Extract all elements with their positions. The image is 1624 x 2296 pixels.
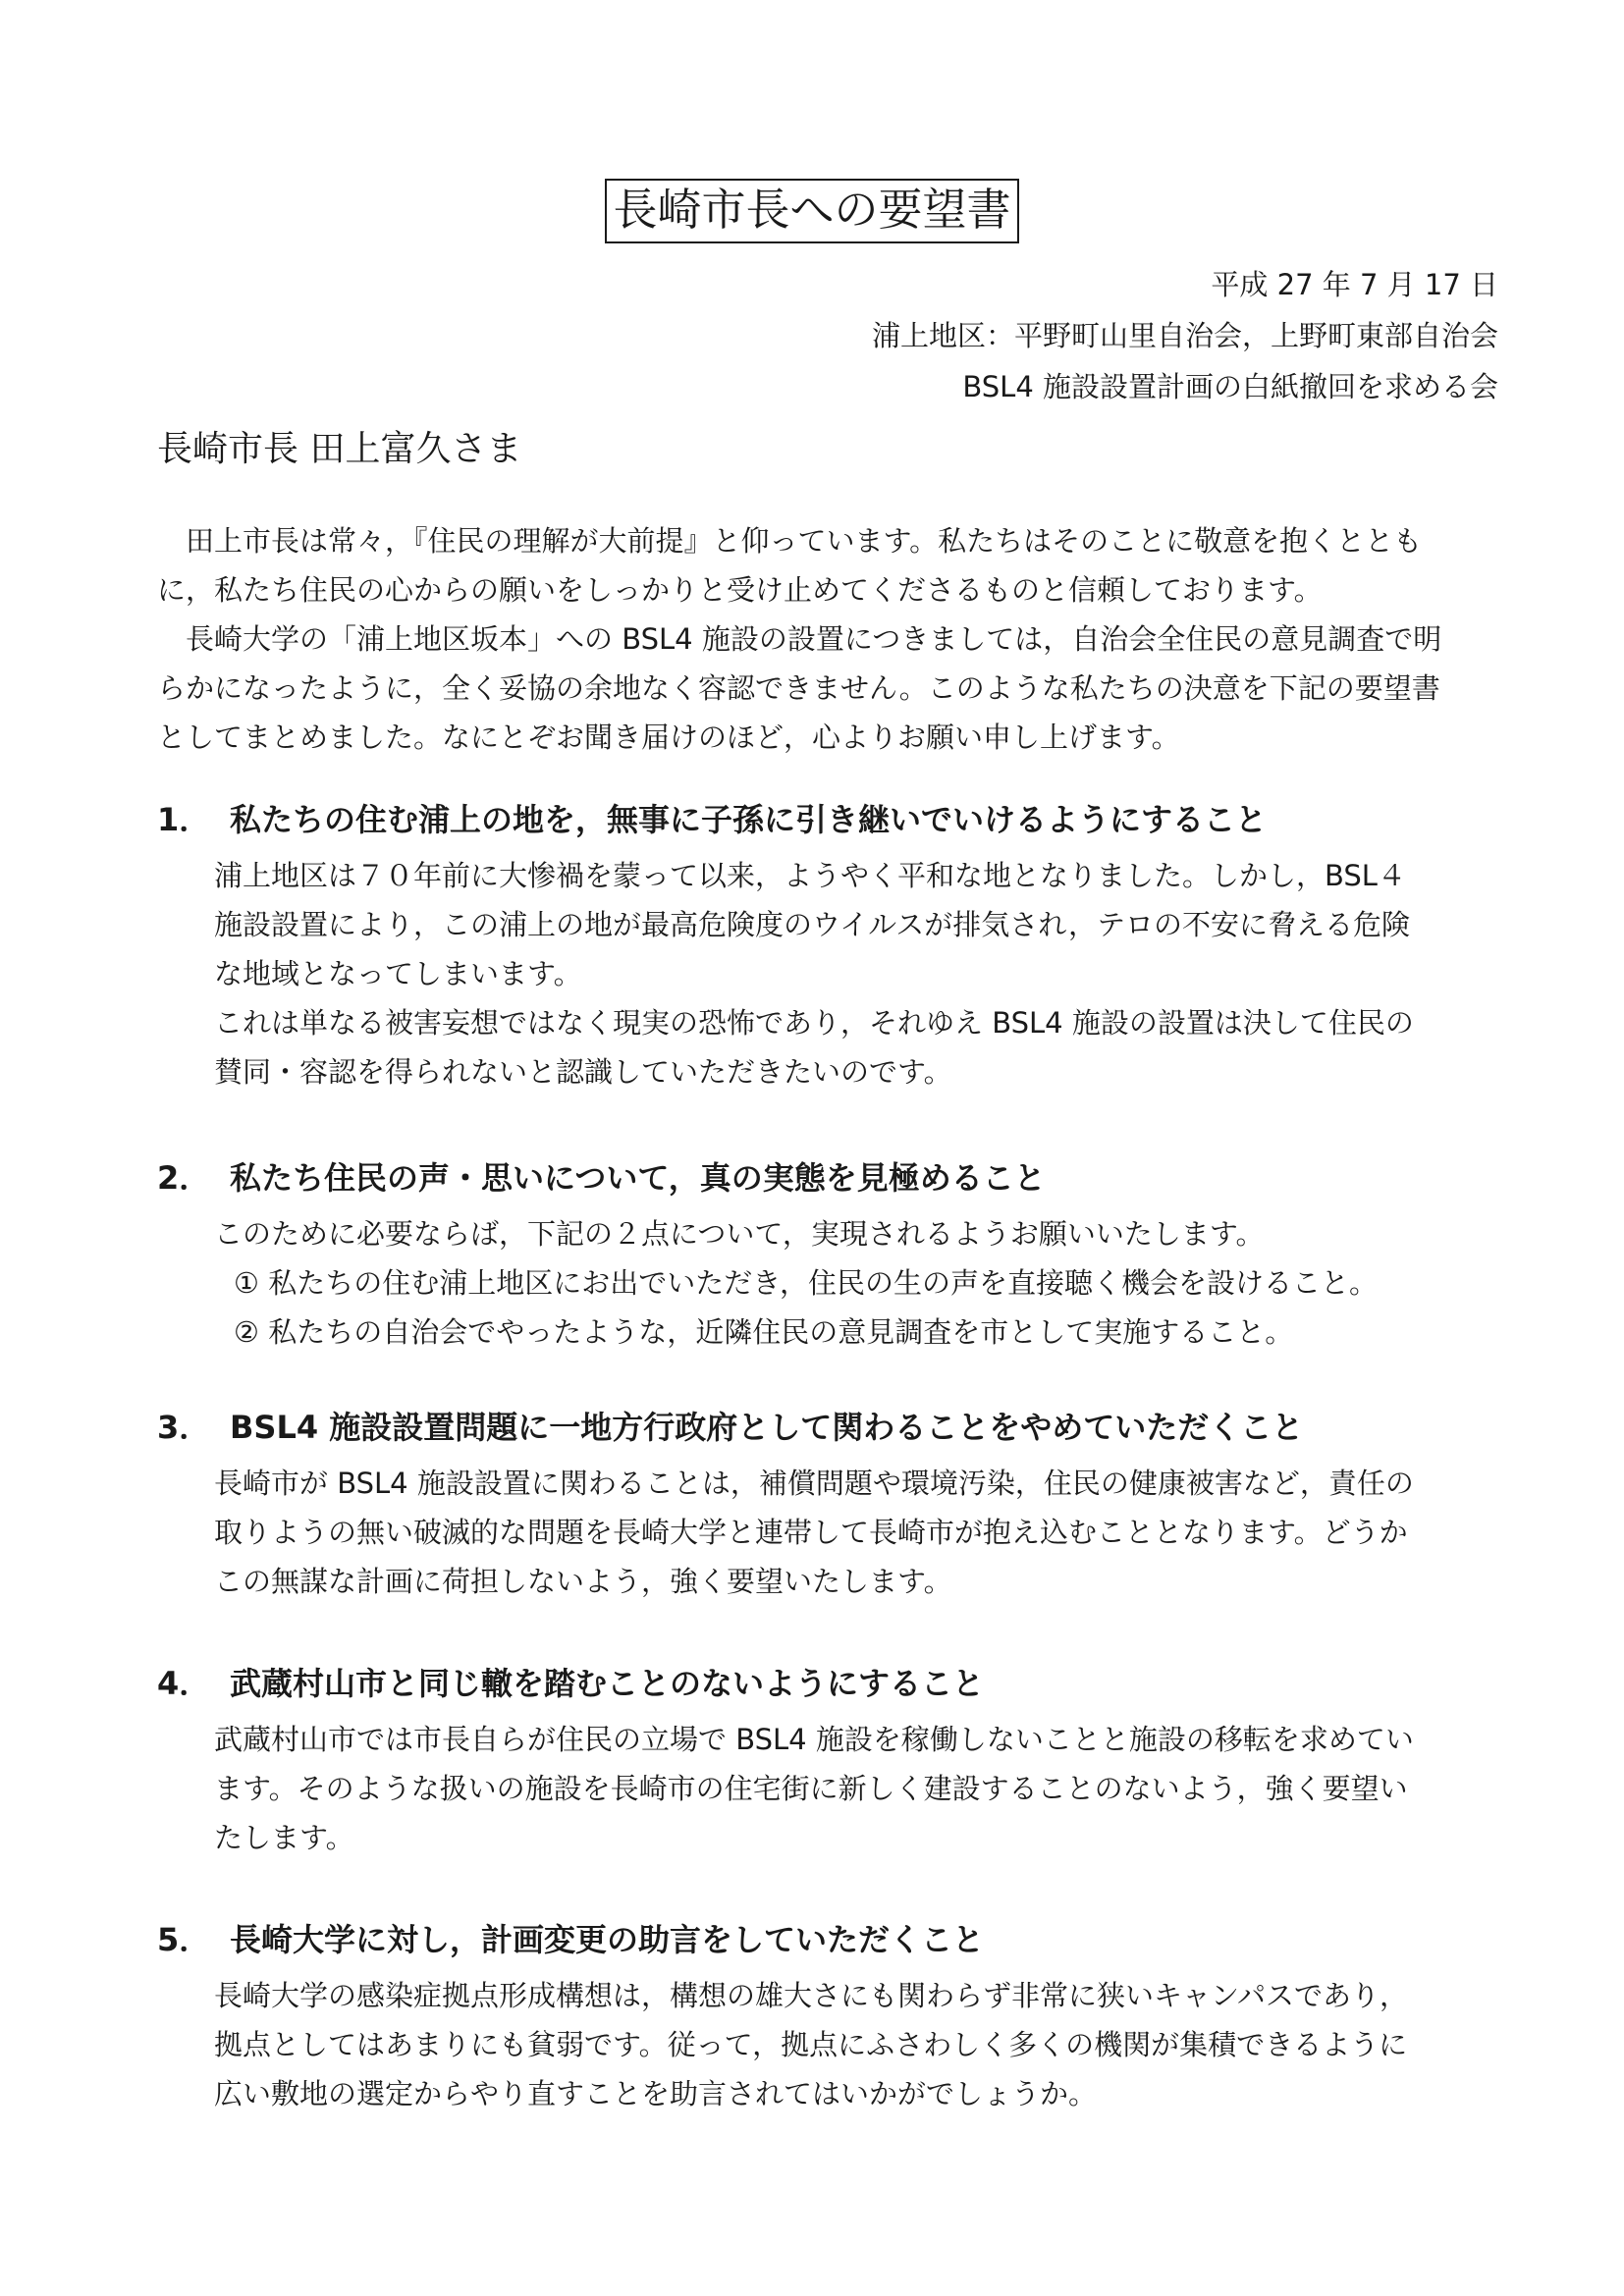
section-heading <box>157 1918 1473 1961</box>
section-title: 私たち住民の声・思いについて，真の実態を見極めること <box>230 1159 1046 1197</box>
section-title: 武蔵村山市と同じ轍を踏むことのないようにすること <box>230 1665 985 1702</box>
document-title: 長崎市長への要望書 <box>605 179 1018 243</box>
section-number: 5． <box>157 1921 211 1958</box>
section-paragraph: これは単なる被害妄想ではなく現実の恐怖であり，それゆえ BSL4 施設の設置は決して住民の賛同・容認を得られないと認識していただきたいのです。 <box>214 1006 1414 1089</box>
section-number: 2． <box>157 1159 211 1197</box>
title-block <box>0 179 1624 243</box>
intro-paragraph: 長崎大学の「浦上地区坂本」への BSL4 施設の設置につきましては，自治会全住民の意見調査で明らかになったように，全く妥協の余地なく容認できません。このような私たちの決意を下記の要望書としてまとめました。なにとぞお聞き届けのほど，心よりお願い申し上げます。 <box>157 622 1442 754</box>
section-paragraph: このために必要ならば，下記の２点について，実現されるようお願いいたします。 <box>214 1217 1265 1251</box>
section-body <box>157 851 1432 1096</box>
section-paragraph: 武蔵村山市では市長自らが住民の立場で BSL4 施設を稼働しないことと施設の移転を求めています。そのような扱いの施設を長崎市の住宅街に新しく建設することのないよう，強く要望いたします。 <box>214 1723 1414 1854</box>
section-heading <box>157 1662 1473 1705</box>
section-body <box>157 1715 1432 1862</box>
intro-text <box>157 516 1443 762</box>
section-body <box>157 1971 1432 2118</box>
header-info <box>872 259 1498 412</box>
section-paragraph: 長崎市が BSL4 施設設置に関わることは，補償問題や環境汚染，住民の健康被害など，責任の取りようの無い破滅的な問題を長崎大学と連帯して長崎市が抱え込むこととなります。どうかこの無謀な計画に荷担しないよう，強く要望いたします。 <box>214 1467 1414 1598</box>
section-body <box>157 1209 1432 1357</box>
intro-paragraph: 田上市長は常々，『住民の理解が大前提』と仰っています。私たちはそのことに敬意を抱くとともに，私たち住民の心からの願いをしっかりと受け止めてくださるものと信頼しております。 <box>157 524 1423 607</box>
section-paragraph: 長崎大学の感染症拠点形成構想は，構想の雄大さにも関わらず非常に狭いキャンパスであり，拠点としてはあまりにも貧弱です。従って，拠点にふさわしく多くの機関が集積できるように広い敷地の選定からやり直すことを助言されてはいかがでしょうか。 <box>214 1979 1408 2110</box>
section-3 <box>157 1406 1473 1606</box>
section-body <box>157 1459 1432 1606</box>
addressee: 長崎市長 田上富久さま <box>157 429 522 469</box>
document-date: 平成 27 年 7 月 17 日 <box>1211 268 1498 301</box>
section-1 <box>157 798 1473 1096</box>
section-heading <box>157 798 1473 841</box>
list-item: ② 私たちの自治会でやったような，近隣住民の意見調査を市として実施すること。 <box>234 1315 1294 1349</box>
section-number: 1． <box>157 801 211 838</box>
section-title: BSL4 施設設置問題に一地方行政府として関わることをやめていただくこと <box>230 1409 1304 1446</box>
section-title: 長崎大学に対し，計画変更の助言をしていただくこと <box>230 1921 985 1958</box>
section-paragraph: 浦上地区は７０年前に大惨禍を蒙って以来，ようやく平和な地となりました。しかし，BSL４施設設置により，この浦上の地が最高危険度のウイルスが排気され，テロの不安に脅える危険な地域となってしまいます。 <box>214 859 1411 990</box>
section-4 <box>157 1662 1473 1862</box>
list-item: ① 私たちの住む浦上地区にお出でいただき，住民の生の声を直接聴く機会を設けること。 <box>234 1266 1379 1300</box>
section-2 <box>157 1156 1473 1357</box>
section-heading <box>157 1406 1473 1449</box>
section-title: 私たちの住む浦上の地を，無事に子孫に引き継いでいけるようにすること <box>230 801 1268 838</box>
sender-line-2: BSL4 施設設置計画の白紙撤回を求める会 <box>962 370 1498 403</box>
section-number: 4． <box>157 1665 211 1702</box>
sender-line-1: 浦上地区：平野町山里自治会，上野町東部自治会 <box>871 319 1498 352</box>
section-number: 3． <box>157 1409 211 1446</box>
section-5 <box>157 1918 1473 2118</box>
section-heading <box>157 1156 1473 1200</box>
